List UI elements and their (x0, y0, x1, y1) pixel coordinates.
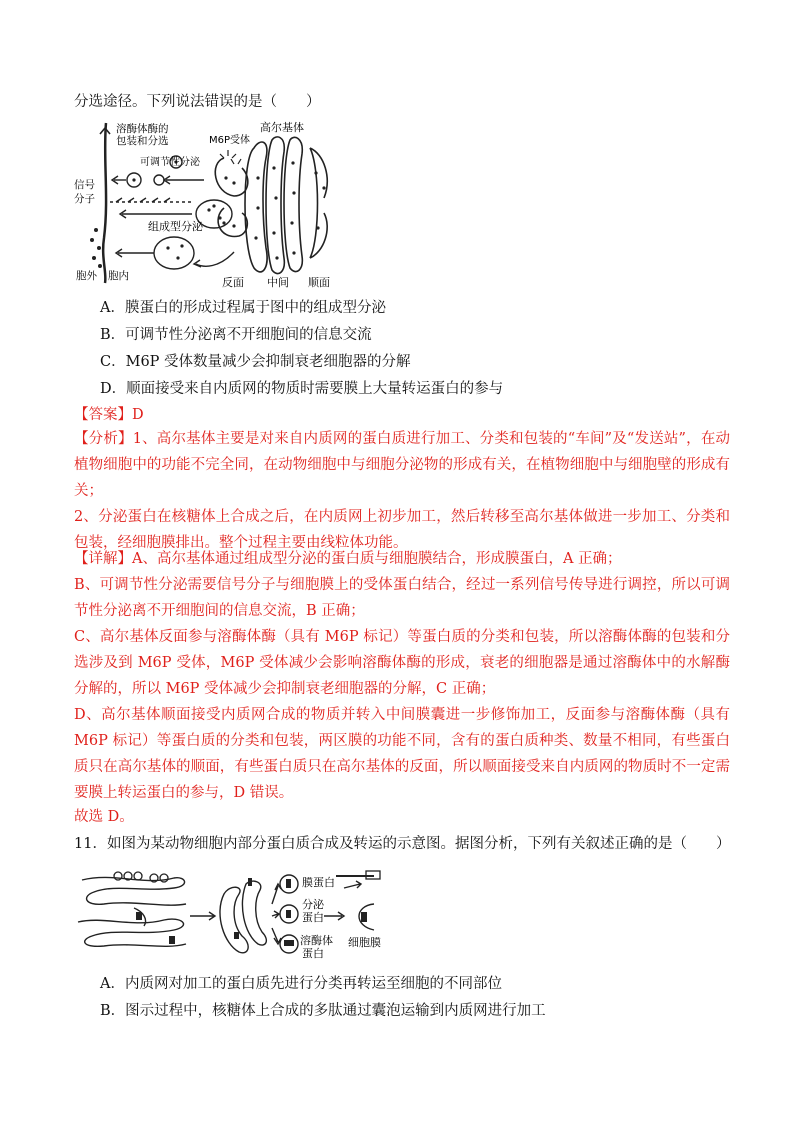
label-constitutive: 组成型分泌 (148, 220, 203, 233)
label-lysosomal2: 蛋白 (302, 947, 324, 960)
label-golgi: 高尔基体 (260, 121, 304, 134)
label-signal2: 分子 (74, 193, 95, 205)
q11-option-b: B．图示过程中，核糖体上合成的多肽通过囊泡运输到内质网进行加工 (100, 1003, 546, 1019)
label-regulated: 可调节性分泌 (140, 157, 200, 168)
label-membrane-protein: 膜蛋白 (302, 876, 335, 889)
q10-detail-c: C、高尔基体反面参与溶酶体酶（具有 M6P 标记）等蛋白质的分类和包装，所以溶酶体酶的包装和分选涉及到 M6P 受体，M6P 受体减少会影响溶酶体酶的形成，衰老的细胞器是通过溶酶体中的水解酶分解的，所以 M6P 受体减少会抑制衰老细胞器的分解，C 正确； (74, 629, 730, 697)
q10-analysis-1: 【分析】1、高尔基体主要是对来自内质网的蛋白质进行加工、分类和包装的“车间”及“发送站”，在动植物细胞中的功能不完全同，在动物细胞中与细胞分泌物的形成有关，在植物细胞中与细胞壁的形成有关； (74, 431, 730, 499)
q10-detail-b: B、可调节性分泌需要信号分子与细胞膜上的受体蛋白结合，经过一系列信号传导进行调控，所以可调节性分泌离不开细胞间的信息交流，B 正确； (74, 577, 730, 619)
protein-transport-figure (74, 864, 414, 962)
label-secretory2: 蛋白 (302, 911, 324, 924)
q10-option-a: A．膜蛋白的形成过程属于图中的组成型分泌 (100, 300, 386, 316)
q10-option-d: D．顺面接受来自内质网的物质时需要膜上大量转运蛋白的参与 (100, 381, 504, 397)
q11-option-a: A．内质网对加工的蛋白质先进行分类再转运至细胞的不同部位 (100, 976, 502, 992)
q10-detail-d: D、高尔基体顺面接受内质网合成的物质并转入中间膜囊进一步修饰加工，反面参与溶酶体酶（具有 M6P 标记）等蛋白质的分类和包装，两区膜的功能不同，含有的蛋白质种类、数量不相同，有些蛋白质只在高尔基体的顺面，有些蛋白质只在高尔基体的反面，所以顺面接受来自内质网的物质时不一定需要膜上转运蛋白的参与，D 错误。 (74, 707, 730, 801)
label-secretory1: 分泌 (302, 898, 324, 911)
q10-stem: 分选途径。下列说法错误的是（ ） (74, 94, 321, 110)
label-medial: 中间 (267, 276, 289, 288)
label-signal1: 信号 (74, 179, 95, 191)
label-cis: 顺面 (308, 276, 330, 288)
label-lysosomal1: 溶酶体 (300, 934, 333, 947)
q11-stem: 11．如图为某动物细胞内部分蛋白质合成及转运的示意图。据图分析，下列有关叙述正确的是（ ） (74, 836, 731, 852)
q10-answer: 【答案】D (74, 407, 144, 423)
q10-conclusion: 故选 D。 (74, 809, 134, 825)
label-cell-membrane: 细胞膜 (348, 936, 381, 949)
label-lysosome-pack: 溶酶体酶的 (116, 123, 169, 135)
q10-analysis-2: 2、分泌蛋白在核糖体上合成之后，在内质网上初步加工，然后转移至高尔基体做进一步加工、分类和包装，经细胞膜排出。整个过程主要由线粒体功能。 (74, 509, 730, 551)
label-trans: 反面 (222, 276, 244, 288)
label-inside: 胞内 (108, 270, 129, 282)
label-lysosome-pack2: 包装和分选 (116, 135, 169, 147)
label-outside: 胞外 (76, 270, 97, 282)
q10-detail-a: 【详解】A、高尔基体通过组成型分泌的蛋白质与细胞膜结合，形成膜蛋白，A 正确； (74, 551, 622, 567)
q10-option-c: C．M6P 受体数量减少会抑制衰老细胞器的分解 (100, 354, 411, 370)
label-m6p: M6P受体 (209, 135, 251, 146)
golgi-sorting-figure (74, 118, 344, 288)
q10-option-b: B．可调节性分泌离不开细胞间的信息交流 (100, 327, 372, 343)
